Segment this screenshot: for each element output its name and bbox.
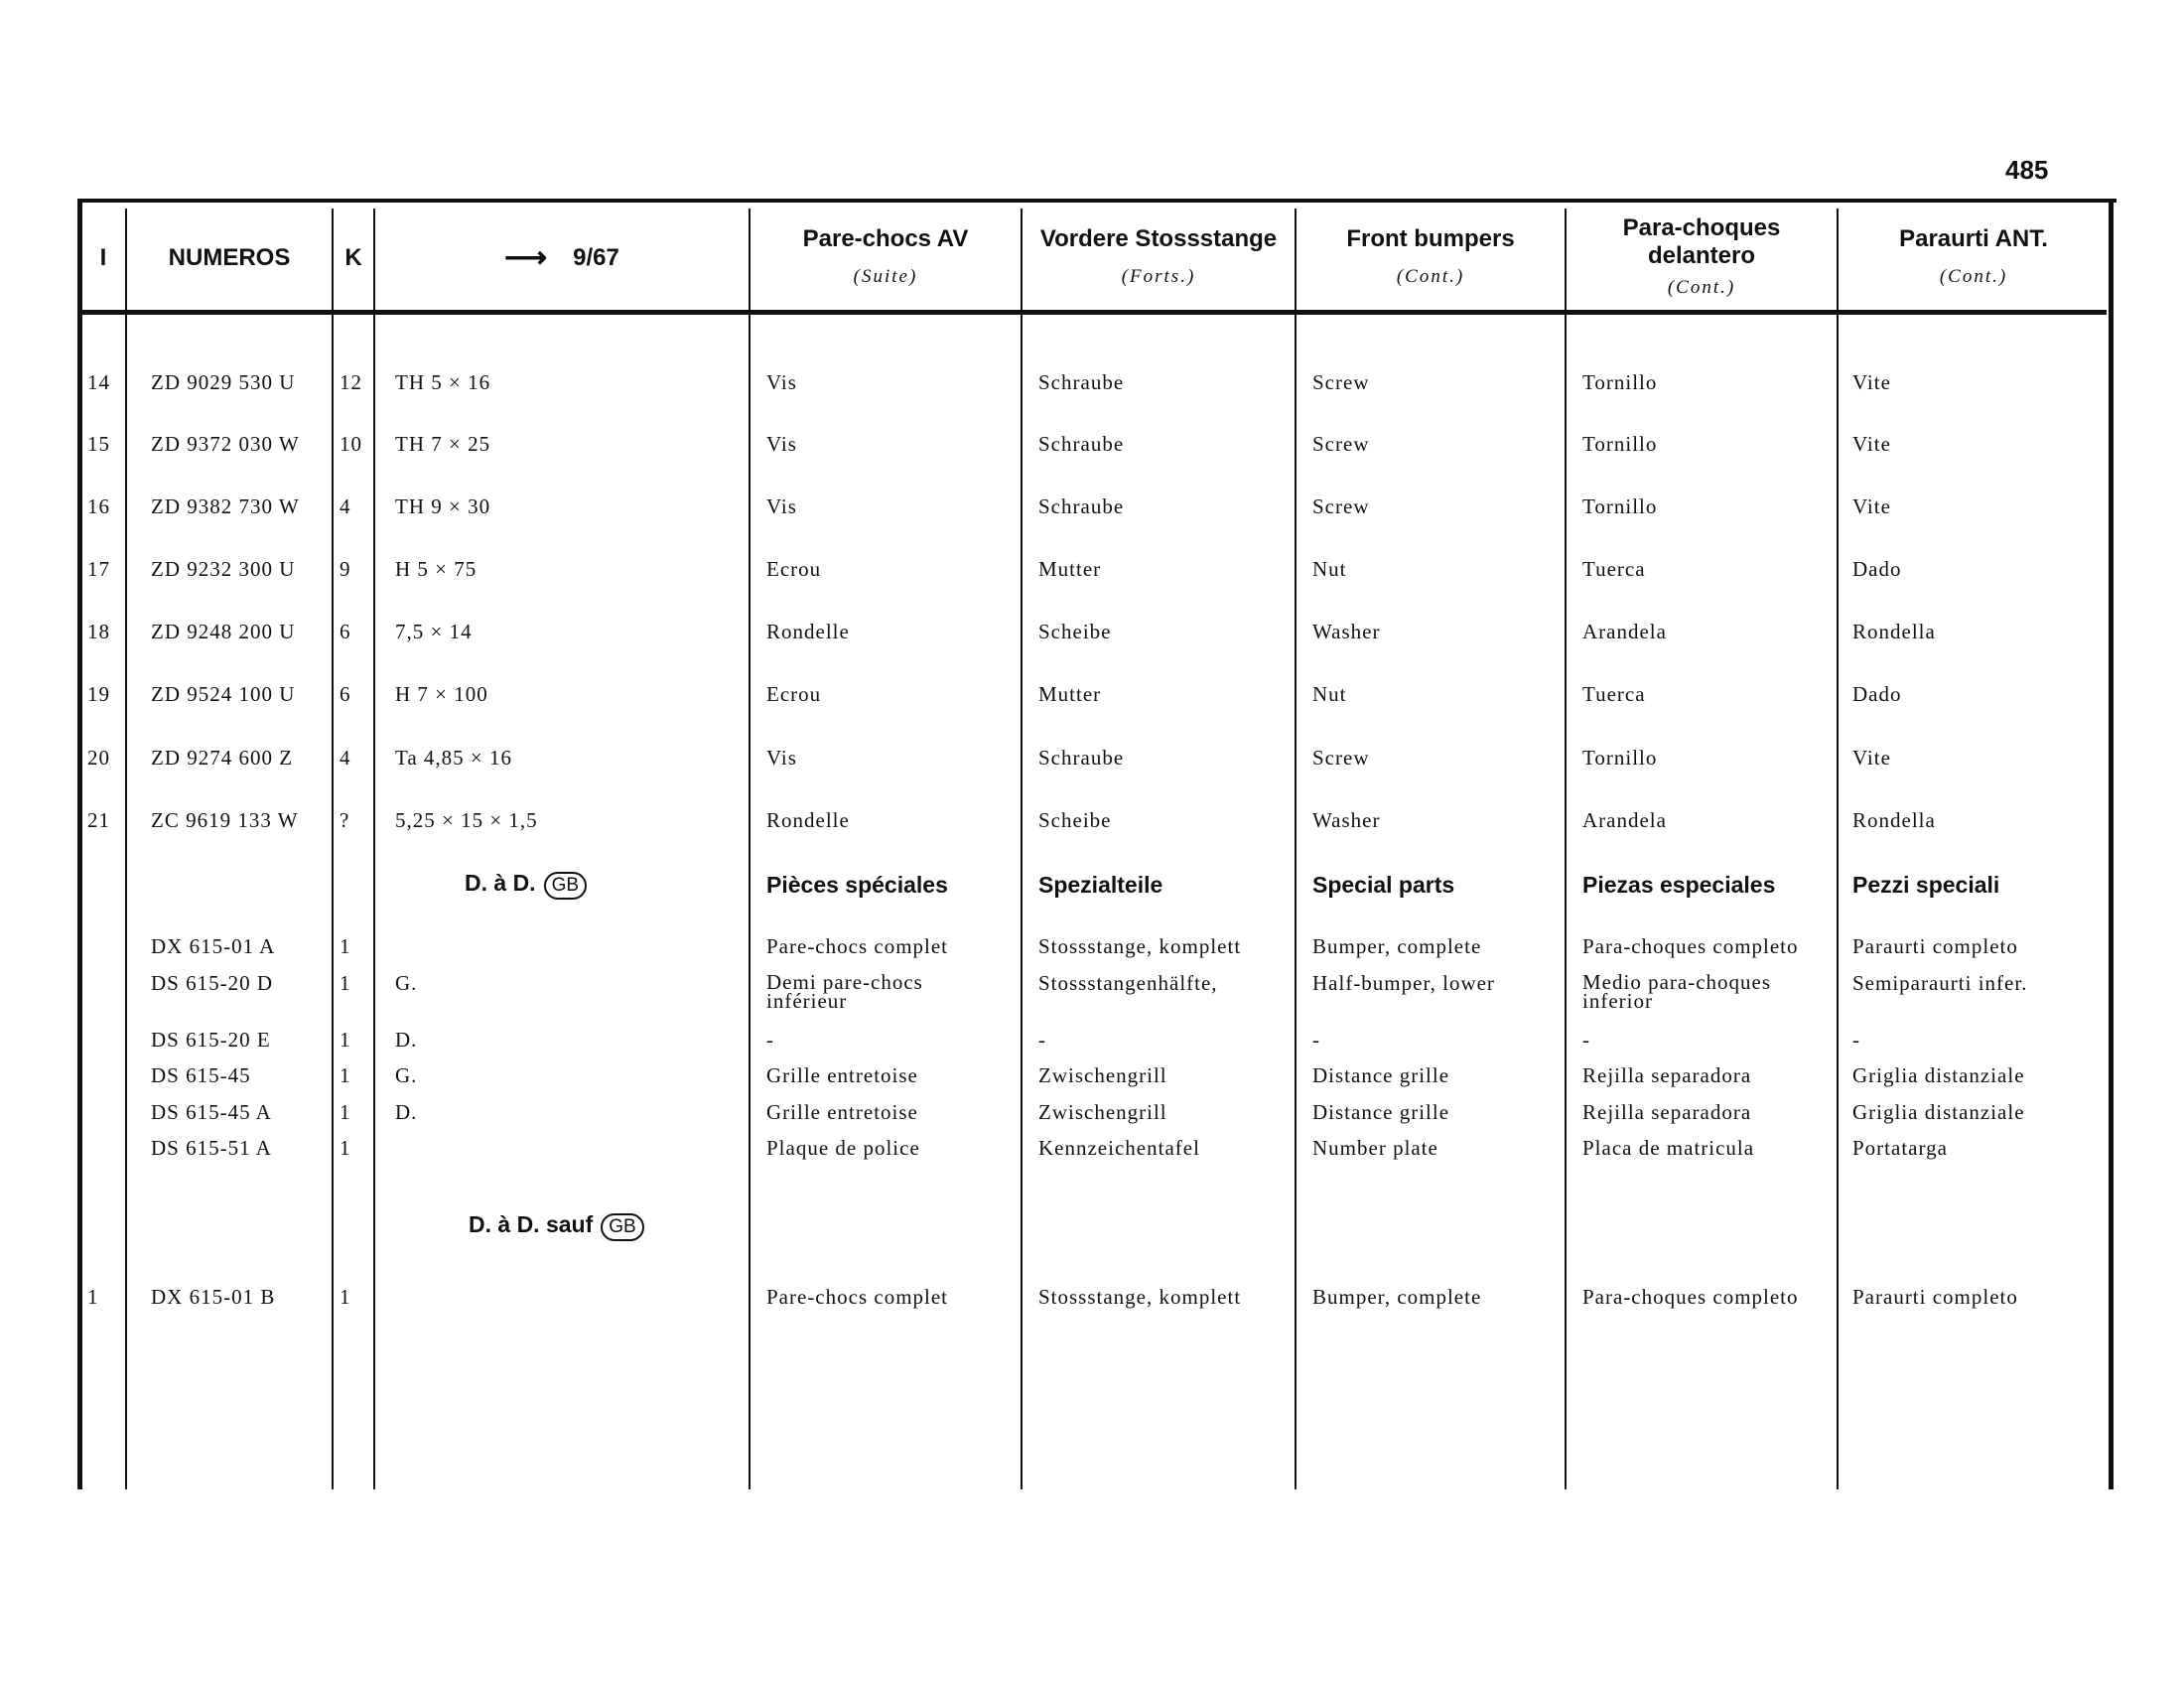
cell-spec: H 7 × 100 (395, 682, 488, 706)
cell-es: Tornillo (1582, 432, 1658, 456)
cell-num: ZD 9248 200 U (151, 620, 296, 643)
cell-de: Mutter (1038, 682, 1102, 706)
cell-num: ZD 9029 530 U (151, 370, 296, 394)
cell-it: Dado (1852, 557, 1902, 581)
cell-i: 17 (87, 557, 110, 581)
cell-spec: 5,25 × 15 × 1,5 (395, 808, 538, 832)
cell-es: Rejilla separadora (1582, 1063, 1752, 1087)
cell-en: Nut (1312, 682, 1347, 706)
cell-i: 1 (87, 1285, 99, 1309)
cell-k: 1 (340, 1063, 351, 1087)
cell-de: Zwischengrill (1038, 1063, 1167, 1087)
cell-es: Para-choques completo (1582, 934, 1799, 958)
cell-fr: Demi pare-chocs inférieur (766, 970, 923, 1013)
cell-en: Screw (1312, 432, 1370, 456)
cell-it: Griglia distanziale (1852, 1063, 2025, 1087)
cell-fr: Vis (766, 432, 797, 456)
section-title-en-text: Special parts (1312, 872, 1455, 898)
cell-spec: D. (395, 1028, 418, 1052)
section-heading (469, 1211, 644, 1241)
cell-es: Tuerca (1582, 557, 1646, 581)
cell-de: Stossstange, komplett (1038, 934, 1242, 958)
cell-de: Schraube (1038, 494, 1125, 518)
cell-es: Tornillo (1582, 370, 1658, 394)
cell-fr: Vis (766, 746, 797, 770)
cell-spec: Ta 4,85 × 16 (395, 746, 513, 770)
cell-k: 1 (340, 1100, 351, 1124)
cell-spec: G. (395, 1063, 418, 1087)
cell-i: 14 (87, 370, 110, 394)
cell-en: Distance grille (1312, 1063, 1450, 1087)
cell-it: Portatarga (1852, 1136, 1948, 1160)
cell-en: Half-bumper, lower (1312, 971, 1495, 995)
cell-i: 20 (87, 746, 110, 770)
cell-k: 9 (340, 557, 351, 581)
cell-de: Schraube (1038, 746, 1125, 770)
section-heading-text: D. à D. sauf (469, 1211, 594, 1237)
cell-fr: - (766, 1028, 774, 1052)
cell-num: DX 615-01 A (151, 934, 276, 958)
cell-it: Vite (1852, 494, 1891, 518)
cell-de: Stossstange, komplett (1038, 1285, 1242, 1309)
cell-it: Semiparaurti infer. (1852, 971, 2028, 995)
cell-en: Screw (1312, 370, 1370, 394)
section-title-it-text: Pezzi speciali (1852, 872, 2000, 898)
cell-num: DS 615-51 A (151, 1136, 272, 1160)
cell-k: 1 (340, 934, 351, 958)
cell-k: 1 (340, 1136, 351, 1160)
header-lang-es: Para-choques delantero (Cont.) (1622, 214, 1781, 298)
cell-es: Tornillo (1582, 746, 1658, 770)
cell-it: Rondella (1852, 808, 1936, 832)
cell-it: Rondella (1852, 620, 1936, 643)
section-heading (465, 870, 587, 900)
cell-num: ZD 9524 100 U (151, 682, 296, 706)
section-title-en (1312, 872, 1454, 899)
column-divider (1565, 209, 1567, 1489)
cell-k: 10 (340, 432, 362, 456)
header-lang-it: Paraurti ANT. (Cont.) (1899, 225, 2048, 287)
cell-k: 4 (340, 746, 351, 770)
cell-en: Screw (1312, 746, 1370, 770)
header-i: I (99, 244, 107, 271)
column-divider (332, 209, 334, 1489)
cell-k: 1 (340, 1028, 351, 1052)
country-badge: GB (601, 1213, 643, 1241)
cell-es: Medio para-choques inferior (1582, 970, 1772, 1013)
cell-de: Schraube (1038, 370, 1125, 394)
cell-spec: TH 7 × 25 (395, 432, 491, 456)
cell-fr: Pare-chocs complet (766, 1285, 949, 1309)
cell-es: Tornillo (1582, 494, 1658, 518)
cell-spec: TH 9 × 30 (395, 494, 491, 518)
section-title-de-text: Spezialteile (1038, 872, 1163, 898)
cell-k: ? (340, 808, 350, 832)
cell-fr: Vis (766, 494, 797, 518)
cell-fr: Plaque de police (766, 1136, 920, 1160)
header-rule (81, 310, 2107, 315)
cell-fr: Ecrou (766, 682, 822, 706)
cell-es: Para-choques completo (1582, 1285, 1799, 1309)
header-numeros: NUMEROS (168, 244, 291, 271)
cell-en: Nut (1312, 557, 1347, 581)
cell-spec: TH 5 × 16 (395, 370, 491, 394)
cell-en: Screw (1312, 494, 1370, 518)
arrow-right-icon: ⟶ (504, 241, 548, 274)
cell-es: Placa de matricula (1582, 1136, 1755, 1160)
cell-num: DS 615-45 (151, 1063, 251, 1087)
column-divider (373, 209, 375, 1489)
cell-fr: Grille entretoise (766, 1100, 918, 1124)
cell-it: - (1852, 1028, 1860, 1052)
cell-it: Dado (1852, 682, 1902, 706)
cell-de: Schraube (1038, 432, 1125, 456)
section-title-fr (766, 872, 948, 899)
cell-fr: Vis (766, 370, 797, 394)
cell-fr: Rondelle (766, 620, 850, 643)
cell-de: - (1038, 1028, 1046, 1052)
column-divider (1295, 209, 1297, 1489)
cell-spec: D. (395, 1100, 418, 1124)
cell-i: 19 (87, 682, 110, 706)
cell-k: 1 (340, 1285, 351, 1309)
column-divider (125, 209, 127, 1489)
cell-k: 12 (340, 370, 362, 394)
cell-it: Vite (1852, 432, 1891, 456)
column-divider (1837, 209, 1839, 1489)
column-divider (1021, 209, 1023, 1489)
section-title-es (1582, 872, 1775, 899)
cell-fr: Rondelle (766, 808, 850, 832)
cell-spec: H 5 × 75 (395, 557, 478, 581)
cell-k: 6 (340, 682, 351, 706)
cell-num: ZD 9232 300 U (151, 557, 296, 581)
cell-i: 15 (87, 432, 110, 456)
cell-fr: Pare-chocs complet (766, 934, 949, 958)
section-title-fr-text: Pièces spéciales (766, 872, 948, 898)
cell-de: Scheibe (1038, 808, 1112, 832)
cell-num: ZD 9274 600 Z (151, 746, 294, 770)
cell-fr: Ecrou (766, 557, 822, 581)
cell-es: Rejilla separadora (1582, 1100, 1752, 1124)
cell-spec: G. (395, 971, 418, 995)
cell-i: 16 (87, 494, 110, 518)
cell-num: ZD 9382 730 W (151, 494, 300, 518)
cell-it: Vite (1852, 746, 1891, 770)
cell-it: Paraurti completo (1852, 1285, 2018, 1309)
cell-k: 6 (340, 620, 351, 643)
cell-it: Vite (1852, 370, 1891, 394)
cell-en: Number plate (1312, 1136, 1438, 1160)
cell-es: - (1582, 1028, 1590, 1052)
cell-it: Griglia distanziale (1852, 1100, 2025, 1124)
cell-en: Washer (1312, 808, 1381, 832)
cell-en: Distance grille (1312, 1100, 1450, 1124)
cell-i: 21 (87, 808, 110, 832)
column-divider (749, 209, 751, 1489)
cell-num: ZD 9372 030 W (151, 432, 300, 456)
cell-fr: Grille entretoise (766, 1063, 918, 1087)
header-lang-de: Vordere Stossstange (Forts.) (1039, 225, 1278, 287)
cell-i: 18 (87, 620, 110, 643)
cell-spec: 7,5 × 14 (395, 620, 473, 643)
section-title-de (1038, 872, 1162, 899)
header-lang-en: Front bumpers (Cont.) (1346, 225, 1515, 287)
header-date: ⟶ 9/67 (504, 241, 619, 274)
cell-de: Mutter (1038, 557, 1102, 581)
cell-de: Kennzeichentafel (1038, 1136, 1200, 1160)
cell-es: Tuerca (1582, 682, 1646, 706)
cell-k: 4 (340, 494, 351, 518)
cell-en: Bumper, complete (1312, 934, 1482, 958)
cell-num: DS 615-45 A (151, 1100, 272, 1124)
cell-it: Paraurti completo (1852, 934, 2018, 958)
header-lang-fr: Pare-chocs AV (Suite) (802, 225, 969, 287)
cell-k: 1 (340, 971, 351, 995)
cell-num: DS 615-20 E (151, 1028, 271, 1052)
column-divider (2109, 199, 2114, 1489)
page-number: 485 (2005, 155, 2049, 185)
country-badge: GB (544, 872, 587, 900)
cell-es: Arandela (1582, 808, 1667, 832)
cell-num: DS 615-20 D (151, 971, 274, 995)
column-divider (77, 199, 82, 1489)
cell-num: DX 615-01 B (151, 1285, 276, 1309)
cell-en: Washer (1312, 620, 1381, 643)
section-heading-text: D. à D. (465, 870, 536, 896)
section-title-es-text: Piezas especiales (1582, 872, 1776, 898)
cell-de: Scheibe (1038, 620, 1112, 643)
cell-es: Arandela (1582, 620, 1667, 643)
cell-de: Zwischengrill (1038, 1100, 1167, 1124)
cell-num: ZC 9619 133 W (151, 808, 299, 832)
header-k: K (344, 244, 362, 271)
parts-table (77, 199, 2116, 1489)
section-title-it (1852, 872, 1999, 899)
cell-en: Bumper, complete (1312, 1285, 1482, 1309)
cell-de: Stossstangenhälfte, (1038, 971, 1218, 995)
cell-en: - (1312, 1028, 1320, 1052)
table-top-rule (77, 199, 2116, 203)
